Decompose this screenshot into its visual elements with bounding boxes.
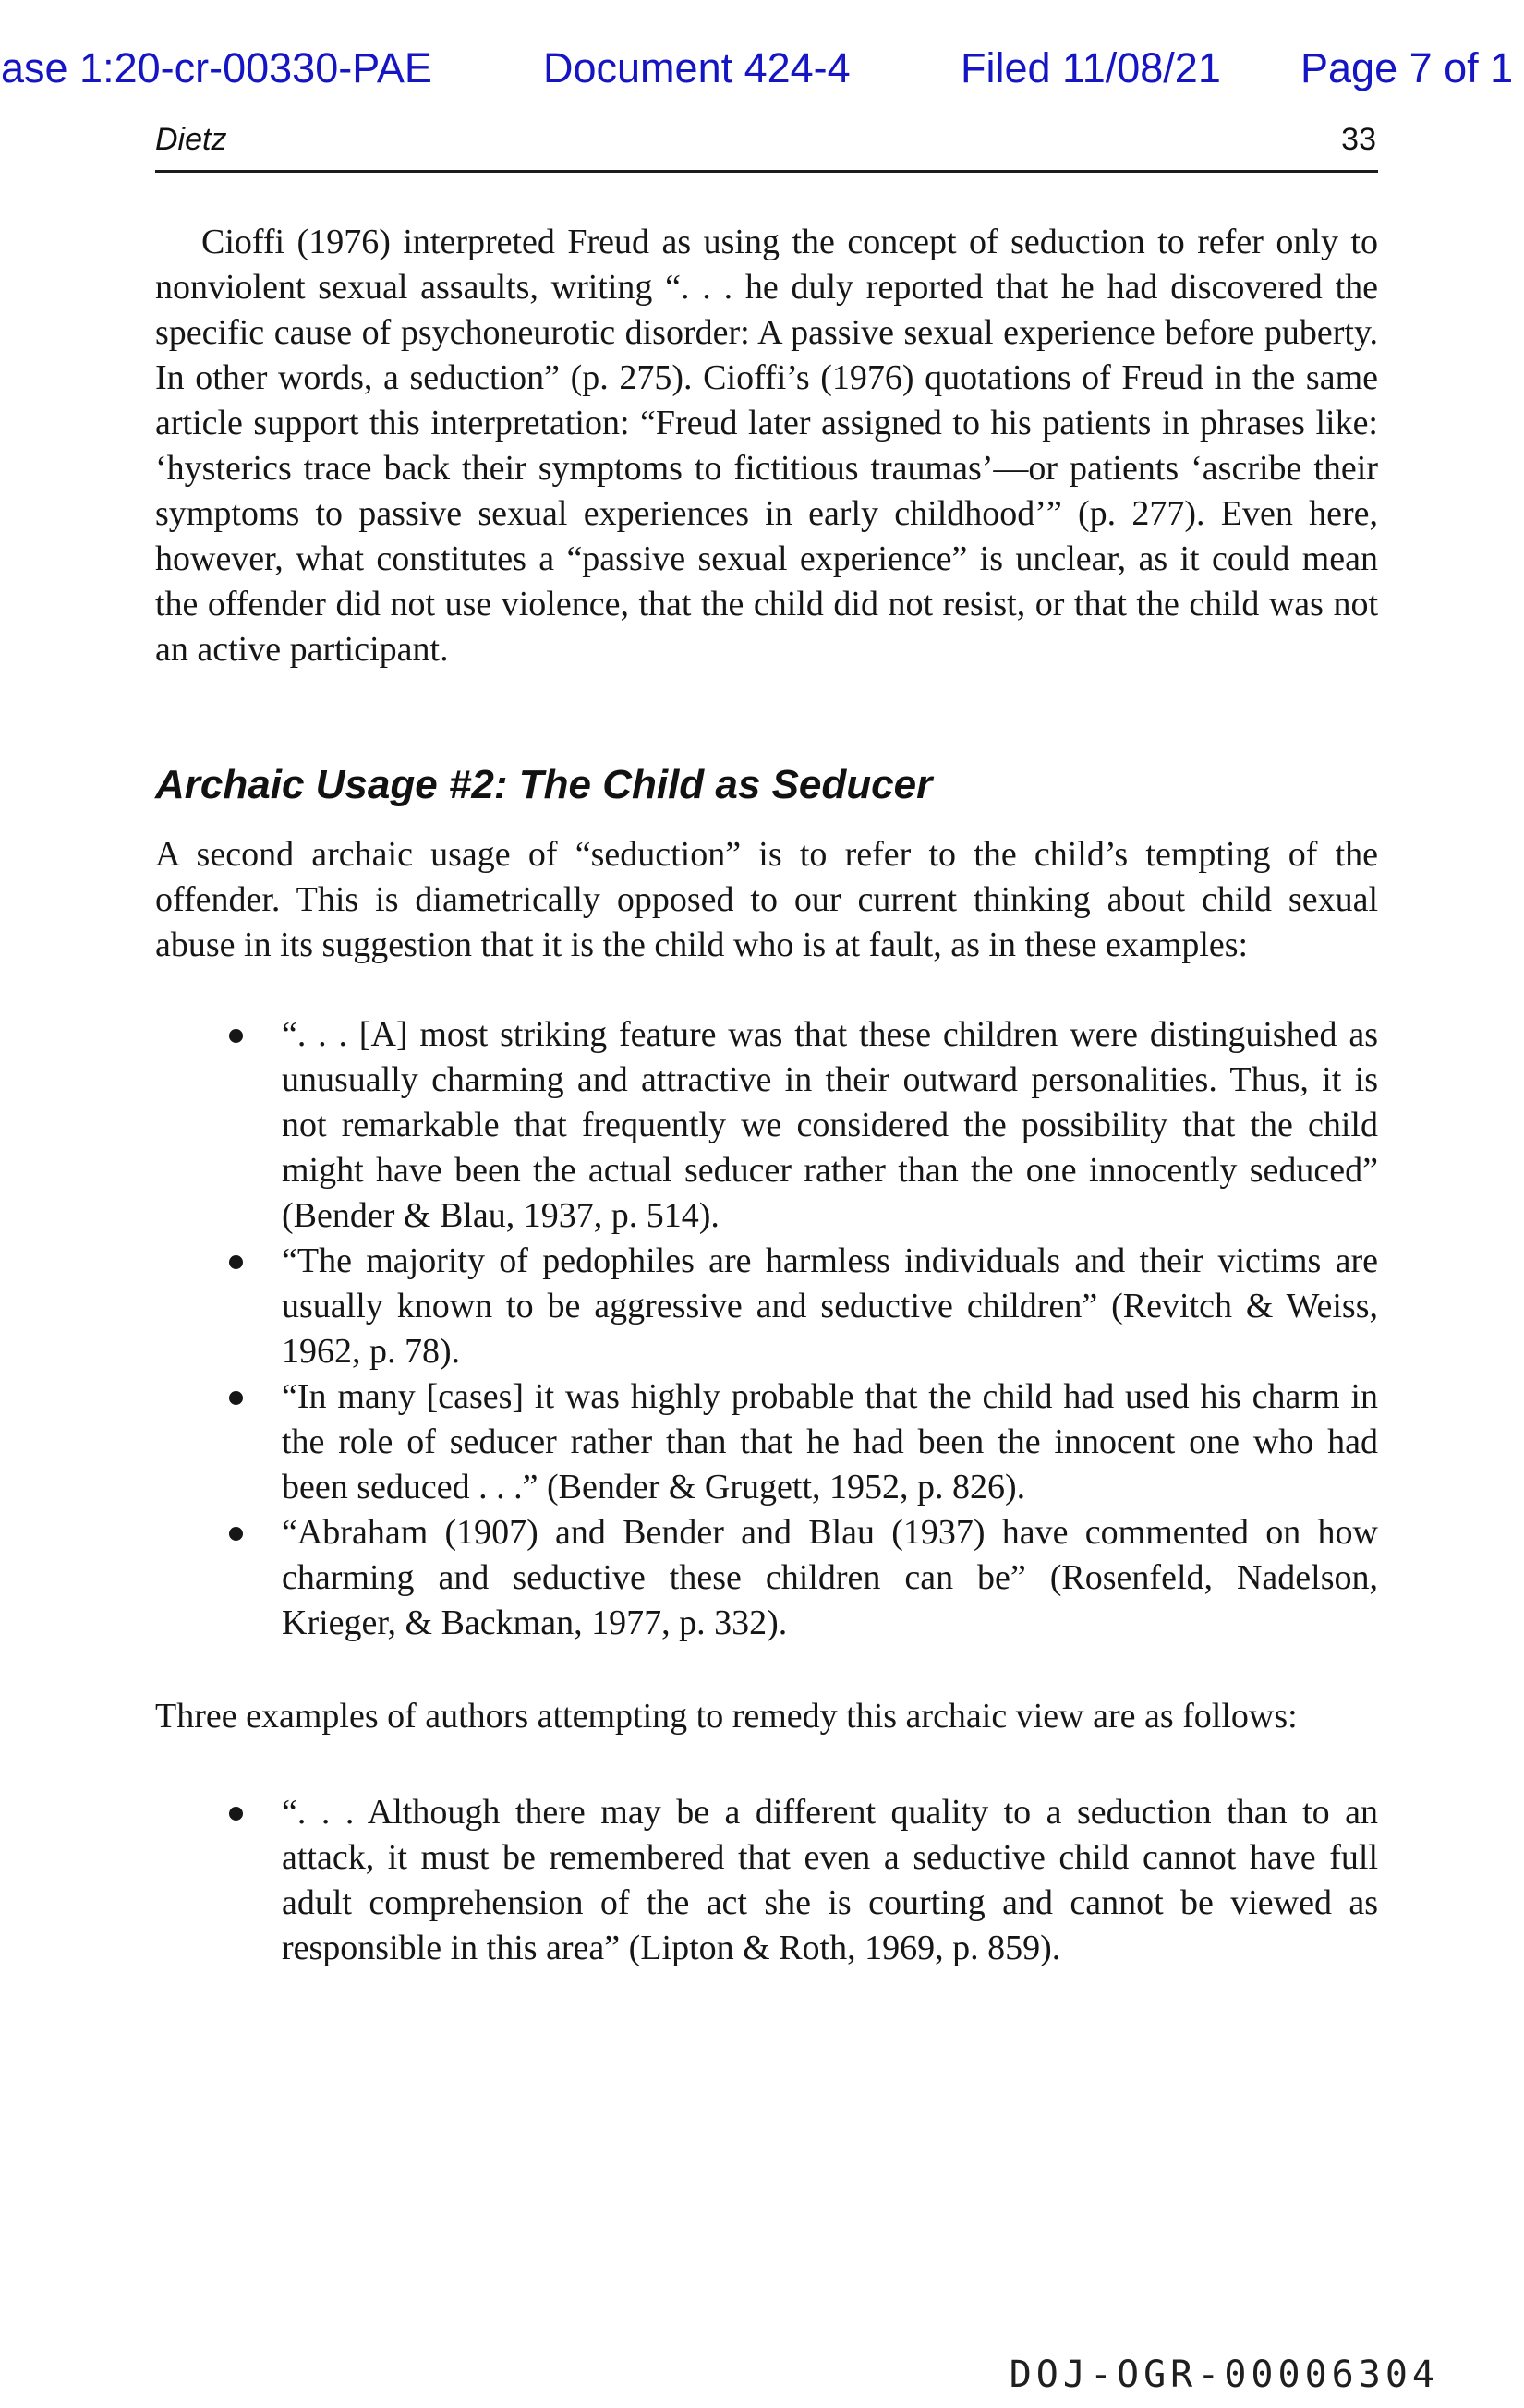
running-header-author: Dietz — [155, 122, 227, 157]
stamp-page-number: Page 7 of 1 — [1300, 44, 1514, 91]
stamp-document-number: Document 424-4 — [543, 44, 851, 91]
list-item: “The majority of pedophiles are harmless individuals and their victims are usually known to be aggressive and seductive children” (Revitch & Weiss, 1962, p. 78). — [155, 1239, 1378, 1374]
running-header — [155, 122, 1378, 164]
list-item: “Abraham (1907) and Bender and Blau (1937) have commented on how charming and seductive these children can be” (Rosenfeld, Nadelson, Krieger, & Backman, 1977, p. 332). — [155, 1510, 1378, 1646]
list-item: “In many [cases] it was highly probable that the child had used his charm in the role of seducer rather than that he had been the innocent one who had been seduced . . .” (Bender & Grugett, 1952, p. 826). — [155, 1374, 1378, 1510]
running-header-page-number: 33 — [1341, 122, 1376, 157]
list-item: “. . . Although there may be a different quality to a seduction than to an attack, it must be remembered that even a seductive child cannot have full adult comprehension of the act she is courting and cannot be viewed as responsible in this area” (Lipton & Roth, 1969, p. 859). — [155, 1790, 1378, 1971]
bullet-list-remedy-examples — [155, 1790, 1378, 1971]
bullet-list-archaic-examples — [155, 1012, 1378, 1646]
bates-number: DOJ-OGR-00006304 — [1009, 2354, 1439, 2396]
list-item: “. . . [A] most striking feature was that these children were distinguished as unusually charming and attractive in their outward personalities. Thus, it is not remarkable that frequently we considered the possibility that the child might have been the actual seducer rather than the one innocently seduced” (Bender & Blau, 1937, p. 514). — [155, 1012, 1378, 1239]
header-rule — [155, 170, 1378, 173]
paragraph-second-archaic-usage: A second archaic usage of “seduction” is to refer to the child’s tempting of the offender. This is diametrically opposed to our current thinking about child sexual abuse in its suggestion that it is the child who is at fault, as in these examples: — [155, 835, 1378, 964]
stamp-filed-date: Filed 11/08/21 — [961, 44, 1221, 91]
section-heading-archaic-usage-2: Archaic Usage #2: The Child as Seducer — [155, 762, 933, 807]
paragraph-cioffi: Cioffi (1976) interpreted Freud as using the concept of seduction to refer only to nonviolent sexual assaults, writing “. . . he duly reported that he had discovered the specific cause of psychoneurotic disorder: A passive sexual experience before puberty. In other words, a seduction” (p. 275). Cioffi’s (1976) quotations of Freud in the same article support this interpretation: “Freud later assigned to his patients in phrases like: ‘hysterics trace back their symptoms to fictitious traumas’—or patients ‘ascribe their symptoms to passive sexual experiences in early childhood’” (p. 277). Even here, however, what constitutes a “passive sexual experience” is unclear, as it could mean the offender did not use violence, that the child did not resist, or that the child was not an active participant. — [155, 223, 1378, 669]
paragraph-three-examples: Three examples of authors attempting to remedy this archaic view are as follows: — [155, 1697, 1298, 1736]
body-text-column — [155, 220, 1378, 1971]
court-filing-stamp — [0, 44, 1524, 100]
stamp-case-number: ase 1:20-cr-00330-PAE — [1, 44, 432, 91]
